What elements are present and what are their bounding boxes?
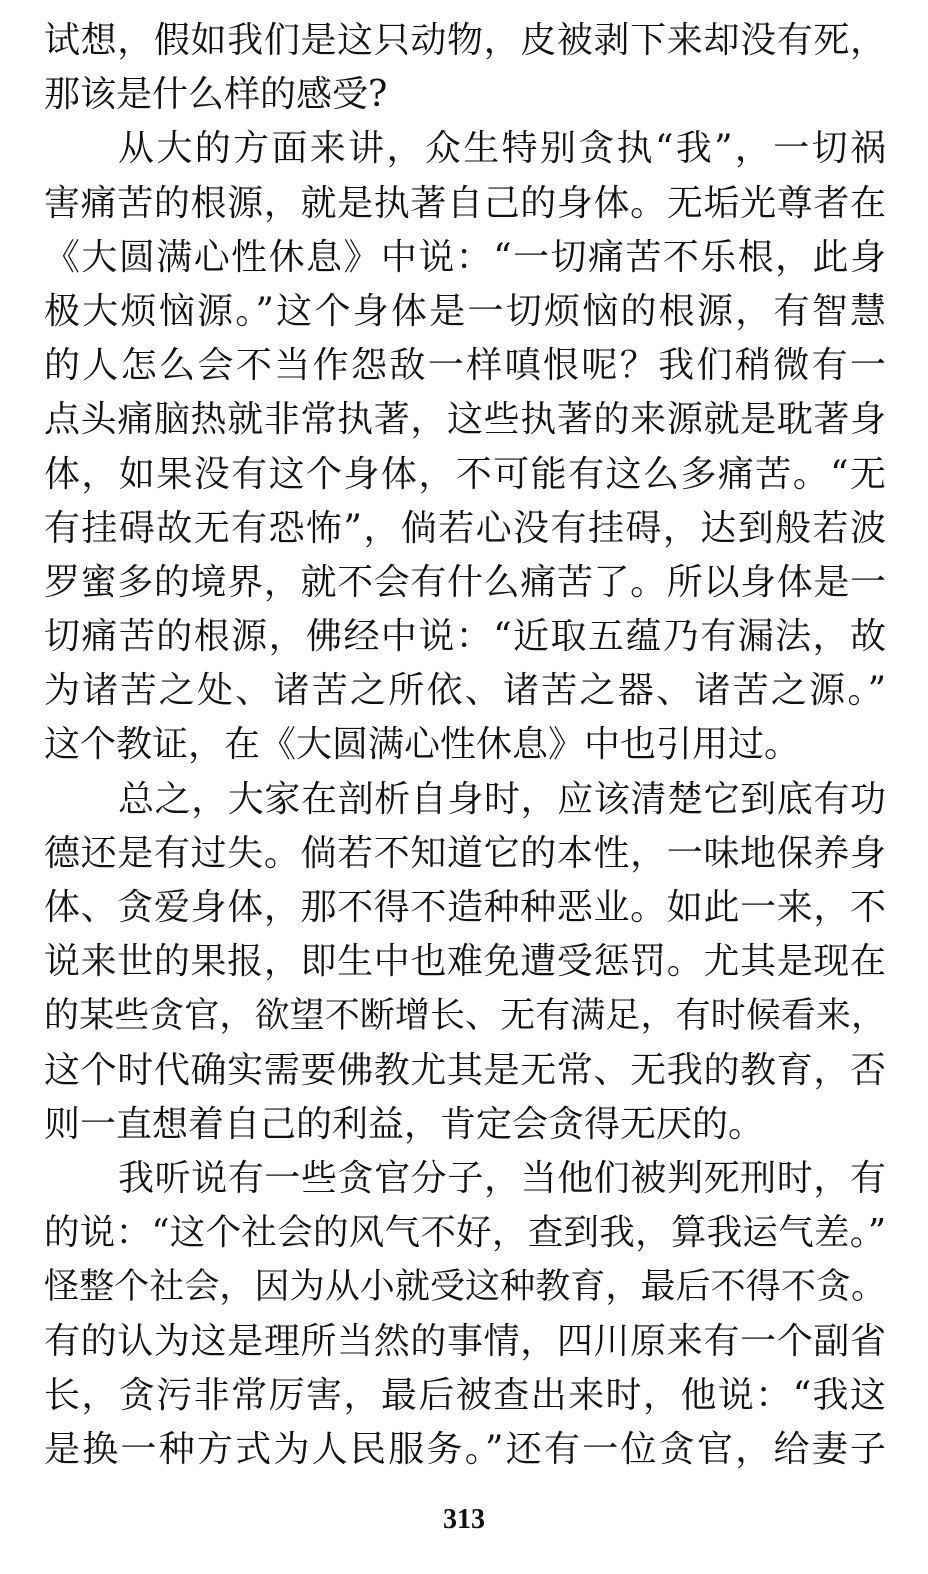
text-line: 这个教证，在《大圆满心性休息》中也引用过。 [44, 724, 801, 766]
text-line: 点头痛脑热就非常执著，这些执著的来源就是耽著身 [44, 399, 886, 441]
text-line: 这个时代确实需要佛教尤其是无常、无我的教育，否 [44, 1049, 886, 1091]
text-line: 长，贪污非常厉害，最后被查出来时，他说：“我这 [44, 1374, 886, 1416]
text-line: 的人怎么会不当作怨敌一样嗔恨呢？我们稍微有一 [44, 345, 886, 387]
text-line: 害痛苦的根源，就是执著自己的身体。无垢光尊者在 [44, 182, 886, 224]
text-line: 怪整个社会，因为从小就受这种教育，最后不得不贪。 [44, 1267, 886, 1308]
text-line: 的某些贪官，欲望不断增长、无有满足，有时候看来， [44, 996, 886, 1037]
text-line: 试想，假如我们是这只动物，皮被剥下来却没有死， [44, 20, 886, 61]
text-line: 我听说有一些贪官分子，当他们被判死刑时，有 [118, 1157, 886, 1199]
text-line: 德还是有过失。倘若不知道它的本性，一味地保养身 [44, 832, 886, 874]
text-line: 为诸苦之处、诸苦之所依、诸苦之器、诸苦之源。” [44, 670, 886, 712]
text-line: 《大圆满心性休息》中说：“一切痛苦不乐根，此身 [44, 236, 886, 278]
text-line: 体，如果没有这个身体，不可能有这么多痛苦。“无 [44, 453, 886, 495]
text-line: 则一直想着自己的利益，肯定会贪得无厌的。 [44, 1103, 765, 1145]
text-line: 极大烦恼源。”这个身体是一切烦恼的根源，有智慧 [44, 290, 886, 332]
text-line: 从大的方面来讲，众生特别贪执“我”，一切祸 [118, 128, 886, 170]
text-line: 是换一种方式为人民服务。”还有一位贪官，给妻子 [44, 1428, 886, 1470]
text-line: 那该是什么样的感受? [44, 74, 388, 116]
text-line: 的说：“这个社会的风气不好，查到我，算我运气差。” [44, 1212, 886, 1254]
text-line: 有挂碍故无有恐怖”，倘若心没有挂碍，达到般若波 [44, 507, 886, 549]
page-number: 313 [443, 1504, 485, 1535]
text-line: 总之，大家在剖析自身时，应该清楚它到底有功 [118, 778, 886, 820]
text-line: 有的认为这是理所当然的事情，四川原来有一个副省 [44, 1320, 886, 1362]
body-text [44, 14, 886, 1477]
text-line: 体、贪爱身体，那不得不造种种恶业。如此一来，不 [44, 887, 886, 928]
text-line: 切痛苦的根源，佛经中说：“近取五蕴乃有漏法，故 [44, 616, 886, 658]
text-line: 说来世的果报，即生中也难免遭受惩罚。尤其是现在 [44, 941, 886, 983]
text-line: 罗蜜多的境界，就不会有什么痛苦了。所以身体是一 [44, 561, 886, 603]
